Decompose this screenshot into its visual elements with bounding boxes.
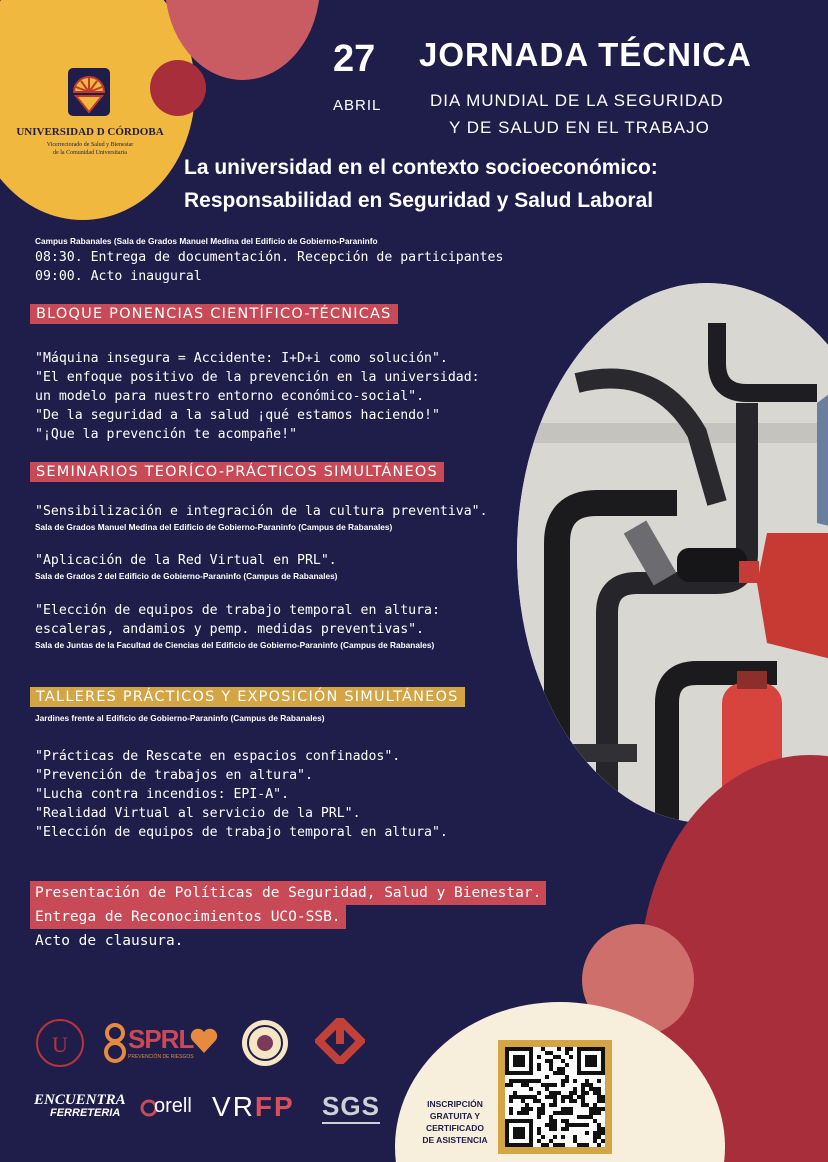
university-sub1: Vicerrectorado de Salud y Bienestar [46, 142, 134, 148]
seal-icon [240, 1018, 290, 1068]
bloque-item: "El enfoque positivo de la prevención en la universidad: [35, 370, 480, 385]
seminario-3 [35, 601, 440, 651]
taller-item: "Realidad Virtual al servicio de la PRL". [35, 806, 361, 821]
seminario-title: "Sensibilización e integración de la cultura preventiva". [35, 504, 488, 519]
logo-seal [240, 1018, 290, 1072]
seminario-1 [35, 502, 488, 533]
closing-line-2: Entrega de Reconocimientos UCO-SSB. [30, 905, 346, 929]
vrfp-r: R [232, 1091, 255, 1122]
registration-line-1: INSCRIPCIÓN [427, 1099, 483, 1109]
intro-item-2: 09:00. Acto inaugural [35, 269, 202, 284]
event-month: ABRIL [333, 97, 382, 114]
bloque-item: "De la seguridad a la salud ¡qué estamos haciendo!" [35, 408, 440, 423]
qr-code-icon [505, 1047, 605, 1147]
logo-red-mark [315, 1018, 365, 1068]
talleres-location: Jardines frente al Edificio de Gobierno-Paraninfo (Campus de Rabanales) [35, 713, 325, 723]
taller-item: "Prácticas de Rescate en espacios confinados". [35, 749, 401, 764]
event-day: 27 [333, 38, 376, 80]
seminarios-header: SEMINARIOS TEORÍCO-PRÁCTICOS SIMULTÁNEOS [30, 462, 444, 482]
industrial-pipes-photo [517, 283, 828, 823]
event-subtitle-1: DIA MUNDIAL DE LA SEGURIDAD [430, 91, 724, 110]
event-title: JORNADA TÉCNICA [419, 36, 752, 73]
university-name: UNIVERSIDAD D CÓRDOBA [16, 126, 164, 138]
logo-vrfp [212, 1091, 295, 1123]
registration-text [405, 1098, 505, 1146]
encuentra-text: ENCUENTRA [34, 1092, 126, 1108]
qr-code[interactable] [498, 1040, 612, 1154]
vrfp-v: V [212, 1091, 233, 1122]
seminario-location: Sala de Juntas de la Facultad de Ciencias del Edificio de Gobierno-Paraninfo (Campus de Rabanales) [35, 640, 435, 650]
seminario-location: Sala de Grados Manuel Medina del Edificio de Gobierno-Paraninfo (Campus de Rabanales) [35, 522, 393, 532]
sprl-text: SPRL [128, 1024, 194, 1054]
red-chevron-logo-icon [315, 1018, 365, 1064]
university-logo [10, 62, 170, 172]
closing-line-1: Presentación de Políticas de Seguridad, Salud y Bienestar. [30, 881, 546, 905]
uco-shield-icon [64, 62, 114, 122]
seminario-location: Sala de Grados 2 del Edificio de Gobierno-Paraninfo (Campus de Rabanales) [35, 571, 338, 581]
closing-block [30, 881, 546, 953]
bloque-item: un modelo para nuestro entorno económico-social". [35, 389, 425, 404]
vrfp-f: F [254, 1091, 275, 1122]
logo-sprl [100, 1022, 220, 1067]
bloque-item: "¡Que la prevención te acompañe!" [35, 427, 298, 442]
bloque-list [35, 349, 480, 444]
talleres-list [35, 747, 448, 842]
sprl-mark-icon [100, 1022, 130, 1066]
seminario-title: "Aplicación de la Red Virtual en PRL". [35, 553, 337, 568]
registration-line-2: GRATUITA Y [429, 1111, 481, 1121]
ferreteria-text: FERRETERIA [50, 1107, 121, 1119]
bloque-header: BLOQUE PONENCIAS CIENTÍFICO-TÉCNICAS [30, 304, 398, 324]
theme-line-1: La universidad en el contexto socioeconómico: [184, 156, 658, 179]
bloque-item: "Máquina insegura = Accidente: I+D+i como solución". [35, 351, 448, 366]
svg-text:U: U [52, 1032, 68, 1057]
university-sub2: de la Comunidad Universitaria [53, 150, 127, 156]
orell-text: orell [154, 1095, 192, 1117]
registration-line-4: DE ASISTENCIA [422, 1135, 488, 1145]
seminario-title: "Elección de equipos de trabajo temporal en altura: [35, 603, 440, 618]
photo-circle [517, 283, 828, 823]
logo-sgs: SGS [322, 1091, 380, 1124]
theme-line-2: Responsabilidad en Seguridad y Salud Laboral [184, 189, 654, 212]
logo-encuentra [28, 1092, 133, 1122]
intro-location: Campus Rabanales (Sala de Grados Manuel Medina del Edificio de Gobierno-Paraninfo [35, 236, 378, 246]
heart-icon [190, 1028, 218, 1054]
vrfp-p: P [274, 1091, 295, 1122]
seminario-title-2: escaleras, andamios y pemp. medidas preventivas". [35, 622, 425, 637]
talleres-header: TALLERES PRÁCTICOS Y EXPOSICIÓN SIMULTÁNEOS [30, 687, 465, 707]
event-subtitle-2: Y DE SALUD EN EL TRABAJO [449, 118, 710, 137]
intro-item-1: 08:30. Entrega de documentación. Recepción de participantes [35, 250, 504, 265]
registration-line-3: CERTIFICADO [425, 1123, 485, 1133]
closing-line-3: Acto de clausura. [35, 933, 184, 949]
taller-item: "Elección de equipos de trabajo temporal en altura". [35, 825, 448, 840]
logo-orell [140, 1093, 202, 1123]
taller-item: "Prevención de trabajos en altura". [35, 768, 313, 783]
sevilla-seal-icon [30, 1018, 90, 1068]
logo-sevilla [30, 1018, 90, 1068]
sprl-subtext: PREVENCIÓN DE RIESGOS [128, 1054, 194, 1060]
taller-item: "Lucha contra incendios: EPI-A". [35, 787, 290, 802]
seminario-2 [35, 551, 337, 582]
